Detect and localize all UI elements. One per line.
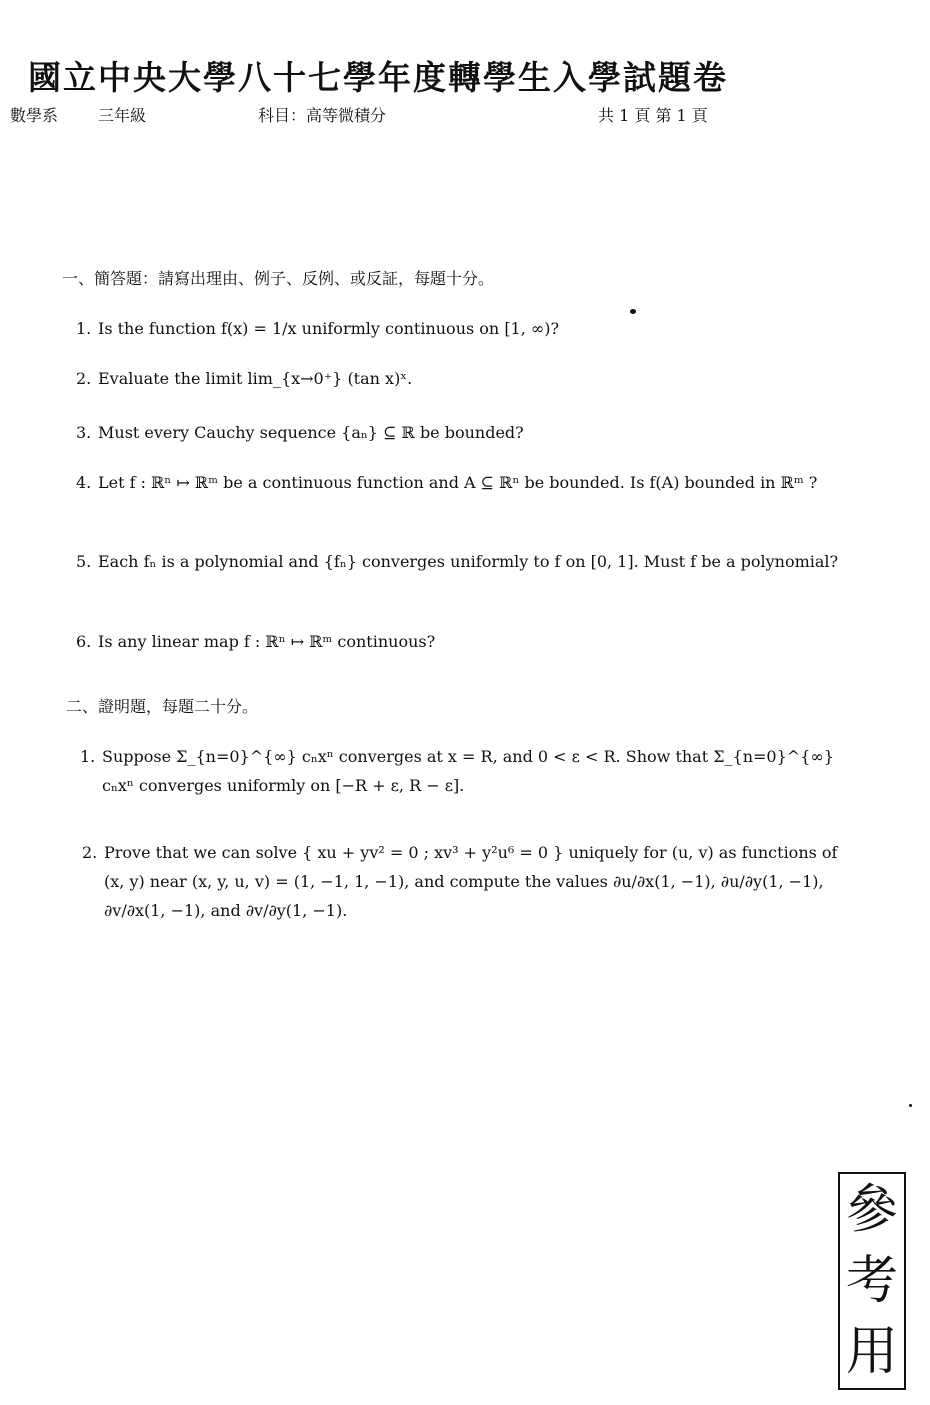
- question-number: 6.: [76, 632, 92, 651]
- stamp-char-3: 用: [845, 1322, 898, 1383]
- question-number: 1.: [76, 319, 92, 338]
- section-1-heading: 一、簡答題：請寫出理由、例子、反例、或反証，每題十分。: [62, 269, 495, 288]
- question-number: 4.: [76, 473, 92, 492]
- question-text: Prove that we can solve { xu + yv² = 0 ; xv³ + y²u⁶ = 0 } uniquely for (u, v) as functions of (x, y) near (x, y, u, v) = (1, −1, 1, −1), and compute the values ∂u/∂x(1, −1), ∂u/∂y(1, −1), ∂v/∂x(1, −1), and ∂v/∂y(1, −1).: [104, 843, 838, 920]
- short-question-4: [76, 468, 840, 528]
- question-text: Suppose Σ_{n=0}^{∞} cₙxⁿ converges at x = R, and 0 < ε < R. Show that Σ_{n=0}^{∞} cₙxⁿ converges uniformly on [−R + ε, R − ε].: [102, 747, 834, 795]
- question-number: 3.: [76, 423, 92, 442]
- short-question-5: [76, 547, 840, 607]
- scan-speck: [909, 1104, 912, 1107]
- question-number: 2.: [76, 369, 92, 388]
- proof-question-1: [80, 742, 842, 804]
- question-text: Is the function f(x) = 1/x uniformly continuous on [1, ∞)?: [98, 319, 560, 338]
- subject: 科目：高等微積分: [258, 106, 387, 125]
- question-text: Evaluate the limit lim_{x→0⁺} (tan x)ˣ.: [98, 369, 413, 388]
- page-count: 共 1 頁 第 1 頁: [598, 106, 708, 125]
- section-2-heading: 二、證明題，每題二十分。: [66, 697, 259, 716]
- question-text: Let f : ℝⁿ ↦ ℝᵐ be a continuous function and A ⊆ ℝⁿ be bounded. Is f(A) bounded in ℝᵐ ?: [98, 473, 818, 492]
- reference-stamp: [838, 1172, 906, 1390]
- question-text: Is any linear map f : ℝⁿ ↦ ℝᵐ continuous?: [98, 632, 436, 651]
- scan-speck: [630, 309, 636, 314]
- department: 數學系: [10, 106, 59, 125]
- exam-title: 國立中央大學八十七學年度轉學生入學試題卷: [28, 58, 728, 97]
- stamp-char-1: 參: [845, 1179, 898, 1240]
- question-text: Must every Cauchy sequence {aₙ} ⊆ ℝ be bounded?: [98, 423, 524, 442]
- stamp-char-2: 考: [845, 1250, 898, 1311]
- proof-question-2: [82, 838, 842, 938]
- question-text: Each fₙ is a polynomial and {fₙ} converges uniformly to f on [0, 1]. Must f be a polynomial?: [98, 552, 839, 571]
- question-number: 5.: [76, 552, 92, 571]
- question-number: 1.: [80, 747, 96, 766]
- question-number: 2.: [82, 843, 98, 862]
- grade: 三年級: [98, 106, 147, 125]
